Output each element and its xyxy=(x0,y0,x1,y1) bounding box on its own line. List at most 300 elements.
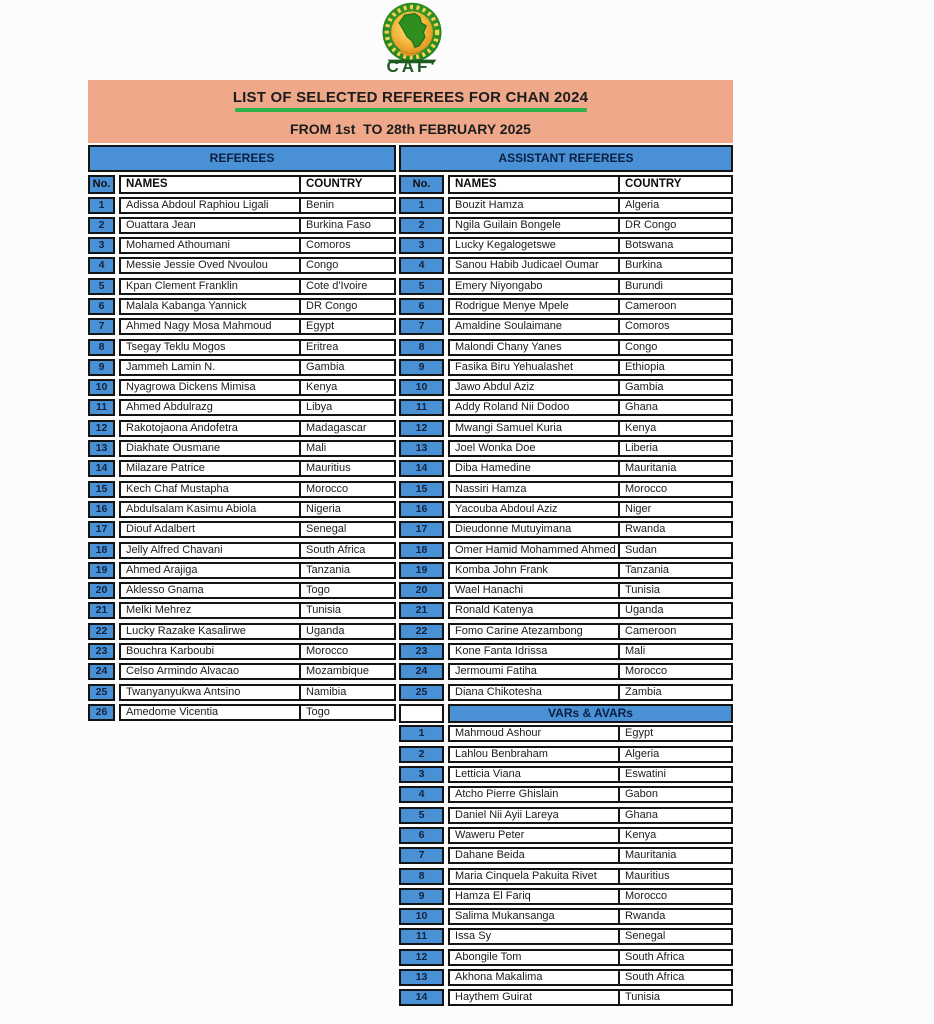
table-row xyxy=(399,746,733,763)
row-box xyxy=(119,237,396,254)
row-number-cell: 13 xyxy=(88,440,115,457)
name-cell: Ahmed Abdulrazg xyxy=(121,401,301,414)
row-box xyxy=(119,217,396,234)
row-box xyxy=(448,663,733,680)
name-cell: Mwangi Samuel Kuria xyxy=(450,422,620,435)
country-cell: Libya xyxy=(306,401,333,414)
table-row xyxy=(88,318,396,335)
country-cell: Rwanda xyxy=(625,523,666,536)
caf-logo xyxy=(372,2,452,74)
row-number-cell: 15 xyxy=(399,481,444,498)
row-number-cell: 11 xyxy=(399,399,444,416)
name-cell: Lahlou Benbraham xyxy=(450,748,620,761)
row-number-cell: 20 xyxy=(88,582,115,599)
row-number-cell: 22 xyxy=(88,623,115,640)
table-row xyxy=(399,766,733,783)
table-row xyxy=(399,908,733,925)
country-cell: Uganda xyxy=(306,624,345,637)
country-cell: Niger xyxy=(625,502,652,515)
referees-section-header: REFEREES xyxy=(88,145,396,172)
country-cell: Nigeria xyxy=(306,502,341,515)
country-cell: Algeria xyxy=(625,747,660,760)
caf-logo-text: CAF' xyxy=(386,57,438,76)
row-number-cell: 9 xyxy=(88,359,115,376)
table-row xyxy=(399,460,733,477)
country-cell: Kenya xyxy=(306,381,338,394)
country-cell: Algeria xyxy=(625,198,660,211)
country-cell: Egypt xyxy=(306,320,335,333)
row-number-cell: 2 xyxy=(399,746,444,763)
row-box xyxy=(448,318,733,335)
vars-avars-section-header-row xyxy=(399,704,733,723)
empty-corner-cell xyxy=(399,704,444,723)
row-number-cell: 5 xyxy=(399,807,444,824)
page-title: LIST OF SELECTED REFEREES FOR CHAN 2024 xyxy=(232,89,589,106)
name-cell: Joel Wonka Doe xyxy=(450,442,620,455)
row-box xyxy=(448,399,733,416)
row-number-cell: 12 xyxy=(399,420,444,437)
referees-column-headers xyxy=(88,175,396,194)
row-number-cell: 1 xyxy=(399,725,444,742)
table-row xyxy=(399,827,733,844)
table-row xyxy=(399,359,733,376)
table-row xyxy=(399,420,733,437)
assistant-referees-rows xyxy=(399,197,733,701)
row-box xyxy=(119,278,396,295)
name-cell: Kpan Clement Franklin xyxy=(121,280,301,293)
row-box xyxy=(448,298,733,315)
country-cell: Botswana xyxy=(625,239,674,252)
table-row xyxy=(399,237,733,254)
row-box xyxy=(448,643,733,660)
table-row xyxy=(88,684,396,701)
row-box xyxy=(119,704,396,721)
row-number-cell: 19 xyxy=(399,562,444,579)
table-row xyxy=(399,807,733,824)
row-box xyxy=(119,623,396,640)
country-cell: Benin xyxy=(306,198,335,211)
row-box xyxy=(119,542,396,559)
row-number-cell: 6 xyxy=(88,298,115,315)
row-box xyxy=(448,481,733,498)
table-row xyxy=(88,399,396,416)
row-box xyxy=(119,339,396,356)
table-row xyxy=(399,399,733,416)
country-cell: Senegal xyxy=(306,523,347,536)
referee-list-document xyxy=(88,80,733,1010)
row-box xyxy=(448,197,733,214)
row-box xyxy=(448,501,733,518)
table-row xyxy=(88,379,396,396)
document-header xyxy=(88,80,733,143)
row-number-cell: 7 xyxy=(399,847,444,864)
row-number-cell: 25 xyxy=(88,684,115,701)
header-box xyxy=(448,175,733,194)
country-cell: Rwanda xyxy=(625,910,666,923)
country-cell: Togo xyxy=(306,584,330,597)
row-box xyxy=(119,318,396,335)
name-cell: Twanyanyukwa Antsino xyxy=(121,686,301,699)
table-row xyxy=(399,582,733,599)
country-cell: Mauritania xyxy=(625,462,677,475)
name-cell: Omer Hamid Mohammed Ahmed xyxy=(450,544,620,557)
name-cell: Malala Kabanga Yannick xyxy=(121,300,301,313)
country-cell: Ghana xyxy=(625,808,659,821)
row-box xyxy=(448,766,733,783)
row-number-cell: 3 xyxy=(88,237,115,254)
name-cell: Emery Niyongabo xyxy=(450,280,620,293)
row-box xyxy=(119,420,396,437)
table-row xyxy=(88,501,396,518)
country-cell: Liberia xyxy=(625,442,659,455)
row-box xyxy=(119,197,396,214)
name-cell: Tsegay Teklu Mogos xyxy=(121,341,301,354)
name-cell: Sanou Habib Judicael Oumar xyxy=(450,259,620,272)
row-number-cell: 17 xyxy=(399,521,444,538)
table-row xyxy=(399,481,733,498)
row-box xyxy=(119,257,396,274)
table-row xyxy=(399,888,733,905)
name-cell: Ahmed Nagy Mosa Mahmoud xyxy=(121,320,301,333)
row-box xyxy=(448,989,733,1006)
table-row xyxy=(399,725,733,742)
name-cell: Komba John Frank xyxy=(450,564,620,577)
row-box xyxy=(448,521,733,538)
country-cell: Gambia xyxy=(625,381,664,394)
country-cell: Cameroon xyxy=(625,299,677,312)
name-cell: Nyagrowa Dickens Mimisa xyxy=(121,381,301,394)
name-cell: Kone Fanta Idrissa xyxy=(450,645,620,658)
name-cell: Mahmoud Ashour xyxy=(450,727,620,740)
name-cell: Diba Hamedine xyxy=(450,462,620,475)
row-box xyxy=(119,562,396,579)
country-cell: Eritrea xyxy=(306,340,339,353)
name-cell: Aklesso Gnama xyxy=(121,584,301,597)
row-number-cell: 17 xyxy=(88,521,115,538)
row-number-cell: 12 xyxy=(88,420,115,437)
row-box xyxy=(448,623,733,640)
country-cell: Morocco xyxy=(306,645,349,658)
row-box xyxy=(448,908,733,925)
table-row xyxy=(88,237,396,254)
country-cell: Sudan xyxy=(625,543,657,556)
country-cell: Gabon xyxy=(625,788,659,801)
title-underline xyxy=(235,108,587,112)
table-row xyxy=(399,521,733,538)
table-row xyxy=(399,339,733,356)
name-cell: Akhona Makalima xyxy=(450,971,620,984)
row-box xyxy=(448,786,733,803)
name-cell: Lucky Kegalogetswe xyxy=(450,239,620,252)
row-box xyxy=(119,481,396,498)
table-row xyxy=(88,521,396,538)
row-number-cell: 14 xyxy=(399,460,444,477)
page-subtitle: FROM 1st TO 28th FEBRUARY 2025 xyxy=(290,121,531,137)
row-number-cell: 16 xyxy=(399,501,444,518)
name-cell: Nassiri Hamza xyxy=(450,483,620,496)
name-cell: Waweru Peter xyxy=(450,829,620,842)
name-cell: Fasika Biru Yehualashet xyxy=(450,361,620,374)
row-box xyxy=(448,807,733,824)
row-box xyxy=(448,440,733,457)
name-cell: Jelly Alfred Chavani xyxy=(121,544,301,557)
row-box xyxy=(448,684,733,701)
row-number-cell: 1 xyxy=(88,197,115,214)
vars-avars-section-header: VARs & AVARs xyxy=(448,704,733,723)
row-number-cell: 6 xyxy=(399,827,444,844)
name-cell: Abongile Tom xyxy=(450,951,620,964)
col-header-names: NAMES xyxy=(450,177,620,192)
name-cell: Atcho Pierre Ghislain xyxy=(450,788,620,801)
col-header-names: NAMES xyxy=(121,177,301,192)
name-cell: Dahane Beida xyxy=(450,849,620,862)
row-number-cell: 3 xyxy=(399,237,444,254)
row-box xyxy=(448,278,733,295)
row-number-cell: 9 xyxy=(399,359,444,376)
country-cell: Tanzania xyxy=(306,563,351,576)
country-cell: South Africa xyxy=(306,543,366,556)
row-box xyxy=(119,440,396,457)
row-number-cell: 6 xyxy=(399,298,444,315)
table-row xyxy=(88,197,396,214)
row-box xyxy=(448,602,733,619)
col-header-country: COUNTRY xyxy=(625,177,682,190)
row-number-cell: 10 xyxy=(399,379,444,396)
row-number-cell: 16 xyxy=(88,501,115,518)
country-cell: Tunisia xyxy=(625,584,661,597)
table-row xyxy=(399,542,733,559)
table-row xyxy=(399,379,733,396)
country-cell: Madagascar xyxy=(306,421,367,434)
row-number-cell: 18 xyxy=(88,542,115,559)
table-row xyxy=(88,663,396,680)
country-cell: Morocco xyxy=(306,482,349,495)
country-cell: Burundi xyxy=(625,279,663,292)
name-cell: Haythem Guirat xyxy=(450,991,620,1004)
row-box xyxy=(448,379,733,396)
row-box xyxy=(119,379,396,396)
table-row xyxy=(88,481,396,498)
row-box xyxy=(448,420,733,437)
country-cell: Morocco xyxy=(625,482,668,495)
row-box xyxy=(448,562,733,579)
row-number-cell: 11 xyxy=(88,399,115,416)
table-row xyxy=(399,318,733,335)
row-box xyxy=(448,746,733,763)
name-cell: Wael Hanachi xyxy=(450,584,620,597)
name-cell: Ngila Guilain Bongele xyxy=(450,219,620,232)
table-row xyxy=(88,278,396,295)
row-number-cell: 14 xyxy=(399,989,444,1006)
row-number-cell: 8 xyxy=(88,339,115,356)
country-cell: Tunisia xyxy=(625,991,661,1004)
row-number-cell: 21 xyxy=(399,602,444,619)
row-number-cell: 21 xyxy=(88,602,115,619)
row-number-cell: 19 xyxy=(88,562,115,579)
row-number-cell: 23 xyxy=(88,643,115,660)
name-cell: Abdulsalam Kasimu Abiola xyxy=(121,503,301,516)
row-box xyxy=(448,582,733,599)
referees-rows xyxy=(88,197,396,721)
row-box xyxy=(448,827,733,844)
table-row xyxy=(399,278,733,295)
table-row xyxy=(399,501,733,518)
table-row xyxy=(399,663,733,680)
row-number-cell: 8 xyxy=(399,868,444,885)
name-cell: Diana Chikotesha xyxy=(450,686,620,699)
assistant-referees-section-header: ASSISTANT REFEREES xyxy=(399,145,733,172)
country-cell: Cameroon xyxy=(625,624,677,637)
name-cell: Melki Mehrez xyxy=(121,604,301,617)
row-number-cell: 11 xyxy=(399,928,444,945)
country-cell: Cote d'Ivoire xyxy=(306,279,368,292)
name-cell: Ronald Katenya xyxy=(450,604,620,617)
country-cell: South Africa xyxy=(625,970,685,983)
table-row xyxy=(88,460,396,477)
row-box xyxy=(119,521,396,538)
country-cell: Burkina xyxy=(625,259,663,272)
table-row xyxy=(88,643,396,660)
row-number-cell: 2 xyxy=(88,217,115,234)
name-cell: Milazare Patrice xyxy=(121,462,301,475)
row-number-cell: 4 xyxy=(88,257,115,274)
row-number-cell: 3 xyxy=(399,766,444,783)
row-box xyxy=(448,359,733,376)
name-cell: Dieudonne Mutuyimana xyxy=(450,523,620,536)
name-cell: Ahmed Arajiga xyxy=(121,564,301,577)
assistant-column-headers xyxy=(399,175,733,194)
country-cell: Gambia xyxy=(306,360,345,373)
table-row xyxy=(88,420,396,437)
col-header-country: COUNTRY xyxy=(306,177,363,190)
row-number-cell: 23 xyxy=(399,643,444,660)
col-header-no: No. xyxy=(399,175,444,194)
row-number-cell: 5 xyxy=(88,278,115,295)
country-cell: Burkina Faso xyxy=(306,218,371,231)
name-cell: Issa Sy xyxy=(450,930,620,943)
row-number-cell: 24 xyxy=(399,663,444,680)
table-row xyxy=(399,868,733,885)
row-number-cell: 10 xyxy=(399,908,444,925)
country-cell: Senegal xyxy=(625,930,666,943)
name-cell: Daniel Nii Ayii Lareya xyxy=(450,809,620,822)
name-cell: Fomo Carine Atezambong xyxy=(450,625,620,638)
referees-table xyxy=(88,145,396,1010)
name-cell: Lucky Razake Kasalirwe xyxy=(121,625,301,638)
name-cell: Addy Roland Nii Dodoo xyxy=(450,401,620,414)
row-number-cell: 14 xyxy=(88,460,115,477)
row-number-cell: 22 xyxy=(399,623,444,640)
country-cell: Mozambique xyxy=(306,665,369,678)
row-number-cell: 10 xyxy=(88,379,115,396)
row-number-cell: 9 xyxy=(399,888,444,905)
country-cell: Kenya xyxy=(625,421,657,434)
country-cell: Morocco xyxy=(625,665,668,678)
name-cell: Bouzit Hamza xyxy=(450,199,620,212)
row-box xyxy=(119,684,396,701)
row-box xyxy=(119,582,396,599)
name-cell: Adissa Abdoul Raphiou Ligali xyxy=(121,199,301,212)
country-cell: Mauritius xyxy=(306,462,351,475)
table-row xyxy=(399,197,733,214)
name-cell: Salima Mukansanga xyxy=(450,910,620,923)
table-row xyxy=(399,684,733,701)
row-box xyxy=(448,725,733,742)
table-row xyxy=(88,359,396,376)
country-cell: Togo xyxy=(306,705,330,718)
country-cell: Zambia xyxy=(625,685,662,698)
row-box xyxy=(448,888,733,905)
country-cell: Comoros xyxy=(625,320,670,333)
table-row xyxy=(88,440,396,457)
row-box xyxy=(448,542,733,559)
row-number-cell: 15 xyxy=(88,481,115,498)
name-cell: Yacouba Abdoul Aziz xyxy=(450,503,620,516)
country-cell: Mauritania xyxy=(625,849,677,862)
name-cell: Bouchra Karboubi xyxy=(121,645,301,658)
row-number-cell: 7 xyxy=(88,318,115,335)
row-box xyxy=(119,643,396,660)
row-number-cell: 20 xyxy=(399,582,444,599)
table-row xyxy=(88,602,396,619)
row-box xyxy=(119,602,396,619)
table-row xyxy=(88,562,396,579)
name-cell: Mohamed Athoumani xyxy=(121,239,301,252)
name-cell: Celso Armindo Alvacao xyxy=(121,665,301,678)
row-number-cell: 2 xyxy=(399,217,444,234)
row-box xyxy=(119,359,396,376)
country-cell: Tunisia xyxy=(306,604,342,617)
table-row xyxy=(399,786,733,803)
table-row xyxy=(399,217,733,234)
name-cell: Rakotojaona Andofetra xyxy=(121,422,301,435)
name-cell: Amedome Vicentia xyxy=(121,706,301,719)
assistant-referees-table xyxy=(399,145,733,1010)
country-cell: Eswatini xyxy=(625,768,666,781)
row-number-cell: 1 xyxy=(399,197,444,214)
row-number-cell: 13 xyxy=(399,440,444,457)
name-cell: Jermoumi Fatiha xyxy=(450,665,620,678)
row-box xyxy=(448,868,733,885)
row-box xyxy=(448,217,733,234)
row-number-cell: 13 xyxy=(399,969,444,986)
row-box xyxy=(448,237,733,254)
name-cell: Maria Cinquela Pakuita Rivet xyxy=(450,870,620,883)
row-box xyxy=(448,847,733,864)
vars-avars-rows xyxy=(399,725,733,1006)
name-cell: Kech Chaf Mustapha xyxy=(121,483,301,496)
table-row xyxy=(399,949,733,966)
row-number-cell: 12 xyxy=(399,949,444,966)
table-row xyxy=(88,298,396,315)
caf-globe-icon xyxy=(376,2,448,64)
row-box xyxy=(119,399,396,416)
table-row xyxy=(399,602,733,619)
row-box xyxy=(119,663,396,680)
country-cell: South Africa xyxy=(625,950,685,963)
country-cell: Morocco xyxy=(625,889,668,902)
row-number-cell: 5 xyxy=(399,278,444,295)
name-cell: Malondi Chany Yanes xyxy=(450,341,620,354)
country-cell: Comoros xyxy=(306,239,351,252)
name-cell: Jammeh Lamin N. xyxy=(121,361,301,374)
row-number-cell: 4 xyxy=(399,257,444,274)
row-number-cell: 18 xyxy=(399,542,444,559)
country-cell: Mali xyxy=(625,645,646,658)
name-cell: Messie Jessie Oved Nvoulou xyxy=(121,259,301,272)
table-row xyxy=(399,643,733,660)
table-row xyxy=(399,623,733,640)
